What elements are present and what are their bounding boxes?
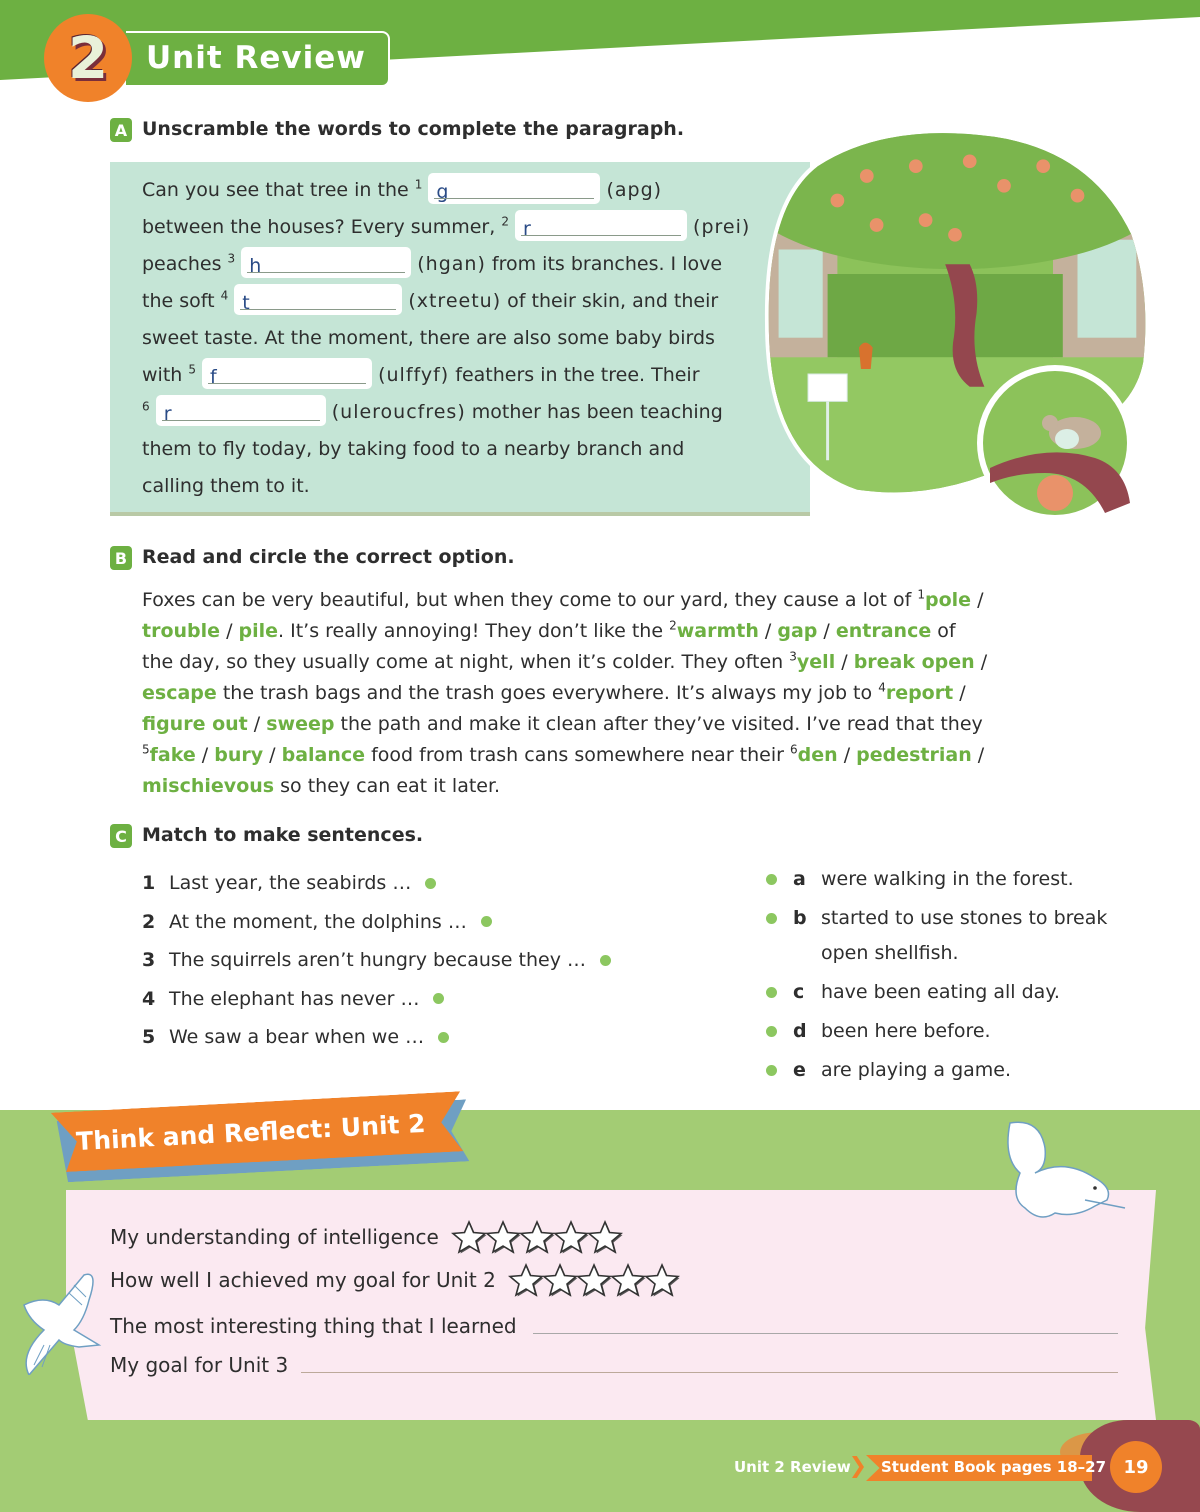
scrambled-word: (ulffyf) [378, 364, 450, 386]
option-word[interactable]: bury [214, 744, 264, 766]
star-icon[interactable] [508, 1263, 544, 1297]
match-left-item: 1 Last year, the seabirds … [142, 864, 611, 903]
match-dot[interactable] [766, 987, 777, 998]
star-icon[interactable] [542, 1263, 578, 1297]
match-right-item: c have been eating all day. [766, 975, 1146, 1010]
paragraph-line: sweet taste. At the moment, there are also some baby birds [142, 327, 715, 349]
answer-blank-6[interactable]: r [156, 395, 326, 426]
option-word[interactable]: pedestrian [856, 744, 972, 766]
match-dot[interactable] [438, 1032, 449, 1043]
squirrel-illustration [995, 1118, 1135, 1228]
item-number: 4 [220, 288, 229, 303]
match-left-item: 3 The squirrels aren’t hungry because they … [142, 941, 611, 980]
answer-blank-3[interactable]: h [241, 247, 411, 278]
rating-label: My understanding of intelligence [110, 1225, 439, 1249]
paragraph-line: the soft $^4$ t (xtreetu) of their skin, and their [142, 283, 762, 320]
item-number: 5 [188, 362, 196, 377]
scrambled-word: (xtreetu) [408, 290, 502, 312]
option-word[interactable]: warmth [676, 620, 759, 642]
section-b-instruction: Read and circle the correct option. [142, 546, 515, 568]
paragraph-line: peaches $^3$ h (hgan) from its branches. I love [142, 246, 762, 283]
section-b-paragraph: Foxes can be very beautiful, but when they come to our yard, they cause a lot of $^1$pole / trouble / pile. It’s really annoying! They don’t like the $^2$warmth / gap / entrance of the day, so they usually come at night, when it’s colder. They often $^3$yell / break open / escape the trash bags and the trash goes everywhere. It’s always my job to $^4$report / figure out / sweep the path and make it clean after they’ve visited. I’ve read that they $^5$fake / bury / balance food from trash cans somewhere near their $^6$den / pedestrian / mischievous so they can eat it later. [142, 587, 988, 797]
bird-illustration [14, 1265, 104, 1375]
match-left-item: 2 At the moment, the dolphins … [142, 903, 611, 942]
item-number: 6 [142, 399, 150, 414]
match-right-item: e are playing a game. [766, 1053, 1146, 1088]
star-icon[interactable] [485, 1220, 521, 1254]
paragraph-line: with $^5$ f (ulffyf) feathers in the tree. Their [142, 357, 762, 394]
section-c-instruction: Match to make sentences. [142, 824, 424, 846]
star-icon[interactable] [644, 1263, 680, 1297]
unit-number: 2 [67, 24, 109, 92]
prompt-next-goal: My goal for Unit 3 [110, 1353, 289, 1377]
option-word[interactable]: den [797, 744, 838, 766]
paragraph-line: Can you see that tree in the $^1$ g (apg) [142, 172, 762, 209]
star-icon[interactable] [553, 1220, 589, 1254]
answer-blank-4[interactable]: t [234, 284, 402, 315]
star-icon[interactable] [519, 1220, 555, 1254]
item-number: 2 [501, 214, 509, 229]
garden-tree-illustration [755, 123, 1155, 523]
section-a-instruction: Unscramble the words to complete the paragraph. [142, 118, 685, 140]
section-a-paragraph [142, 172, 762, 505]
write-line-goal[interactable] [301, 1372, 1118, 1373]
match-right-list [766, 862, 1146, 1092]
unit-number-badge [44, 14, 132, 102]
option-word[interactable]: report [885, 682, 954, 704]
match-left-list [142, 864, 611, 1057]
rating-row-understanding [110, 1220, 621, 1254]
rating-label: How well I achieved my goal for Unit 2 [110, 1268, 496, 1292]
option-word[interactable]: trouble [142, 620, 221, 642]
match-left-item: 5 We saw a bear when we … [142, 1018, 611, 1057]
section-c-badge: C [110, 824, 132, 848]
answer-blank-1[interactable]: g [428, 173, 600, 204]
star-icon[interactable] [451, 1220, 487, 1254]
option-word[interactable]: figure out [142, 713, 248, 735]
section-a-badge: A [110, 118, 132, 142]
option-word[interactable]: gap [777, 620, 818, 642]
option-word[interactable]: sweep [266, 713, 335, 735]
reflect-title: Think and Reflect: Unit 2 [75, 1108, 427, 1157]
match-dot[interactable] [766, 1026, 777, 1037]
star-icon[interactable] [587, 1220, 623, 1254]
paragraph-line: $^6$ r (uleroucfres) mother has been teaching [142, 394, 762, 431]
match-dot[interactable] [766, 913, 777, 924]
scrambled-word: (prei) [693, 216, 751, 238]
page-title: Unit Review [146, 40, 366, 76]
footer-section-label: Unit 2 Review [734, 1458, 851, 1476]
option-word[interactable]: balance [281, 744, 366, 766]
rating-row-goal [110, 1263, 678, 1297]
answer-blank-2[interactable]: r [515, 210, 687, 241]
paragraph-line: calling them to it. [142, 475, 310, 497]
answer-blank-5[interactable]: f [202, 358, 372, 389]
star-icon[interactable] [576, 1263, 612, 1297]
option-word[interactable]: escape [142, 682, 217, 704]
match-left-item: 4 The elephant has never … [142, 980, 611, 1019]
star-icon[interactable] [610, 1263, 646, 1297]
item-number: 1 [414, 177, 423, 192]
write-line-interesting[interactable] [533, 1333, 1118, 1334]
match-dot[interactable] [600, 955, 611, 966]
match-dot[interactable] [766, 1065, 777, 1076]
match-dot[interactable] [766, 874, 777, 885]
option-word[interactable]: pole [924, 589, 972, 611]
star-rating[interactable] [451, 1220, 621, 1254]
match-right-item: a were walking in the forest. [766, 862, 1146, 897]
paragraph-line: between the houses? Every summer, $^2$ r (prei) [142, 209, 762, 246]
match-right-item: b started to use stones to break open shellfish. [766, 901, 1146, 971]
option-word[interactable]: mischievous [142, 775, 275, 797]
scrambled-word: (hgan) [417, 253, 486, 275]
scrambled-word: (apg) [606, 179, 663, 201]
match-dot[interactable] [481, 916, 492, 927]
option-word[interactable]: fake [149, 744, 196, 766]
match-right-item: d been here before. [766, 1014, 1146, 1049]
page-number: 19 [1110, 1441, 1162, 1493]
scrambled-word: (uleroucfres) [331, 401, 466, 423]
item-number: 3 [227, 251, 236, 266]
section-b-badge: B [110, 546, 132, 570]
option-word[interactable]: pile [238, 620, 279, 642]
match-dot[interactable] [425, 878, 436, 889]
star-rating[interactable] [508, 1263, 678, 1297]
option-word[interactable]: entrance [835, 620, 932, 642]
paragraph-line: them to fly today, by taking food to a nearby branch and [142, 438, 685, 460]
option-word[interactable]: break open [853, 651, 975, 673]
option-word[interactable]: yell [796, 651, 836, 673]
match-dot[interactable] [433, 993, 444, 1004]
footer-pages-label: Student Book pages 18–27 [881, 1458, 1107, 1476]
prompt-interesting-thing: The most interesting thing that I learned [110, 1314, 517, 1338]
